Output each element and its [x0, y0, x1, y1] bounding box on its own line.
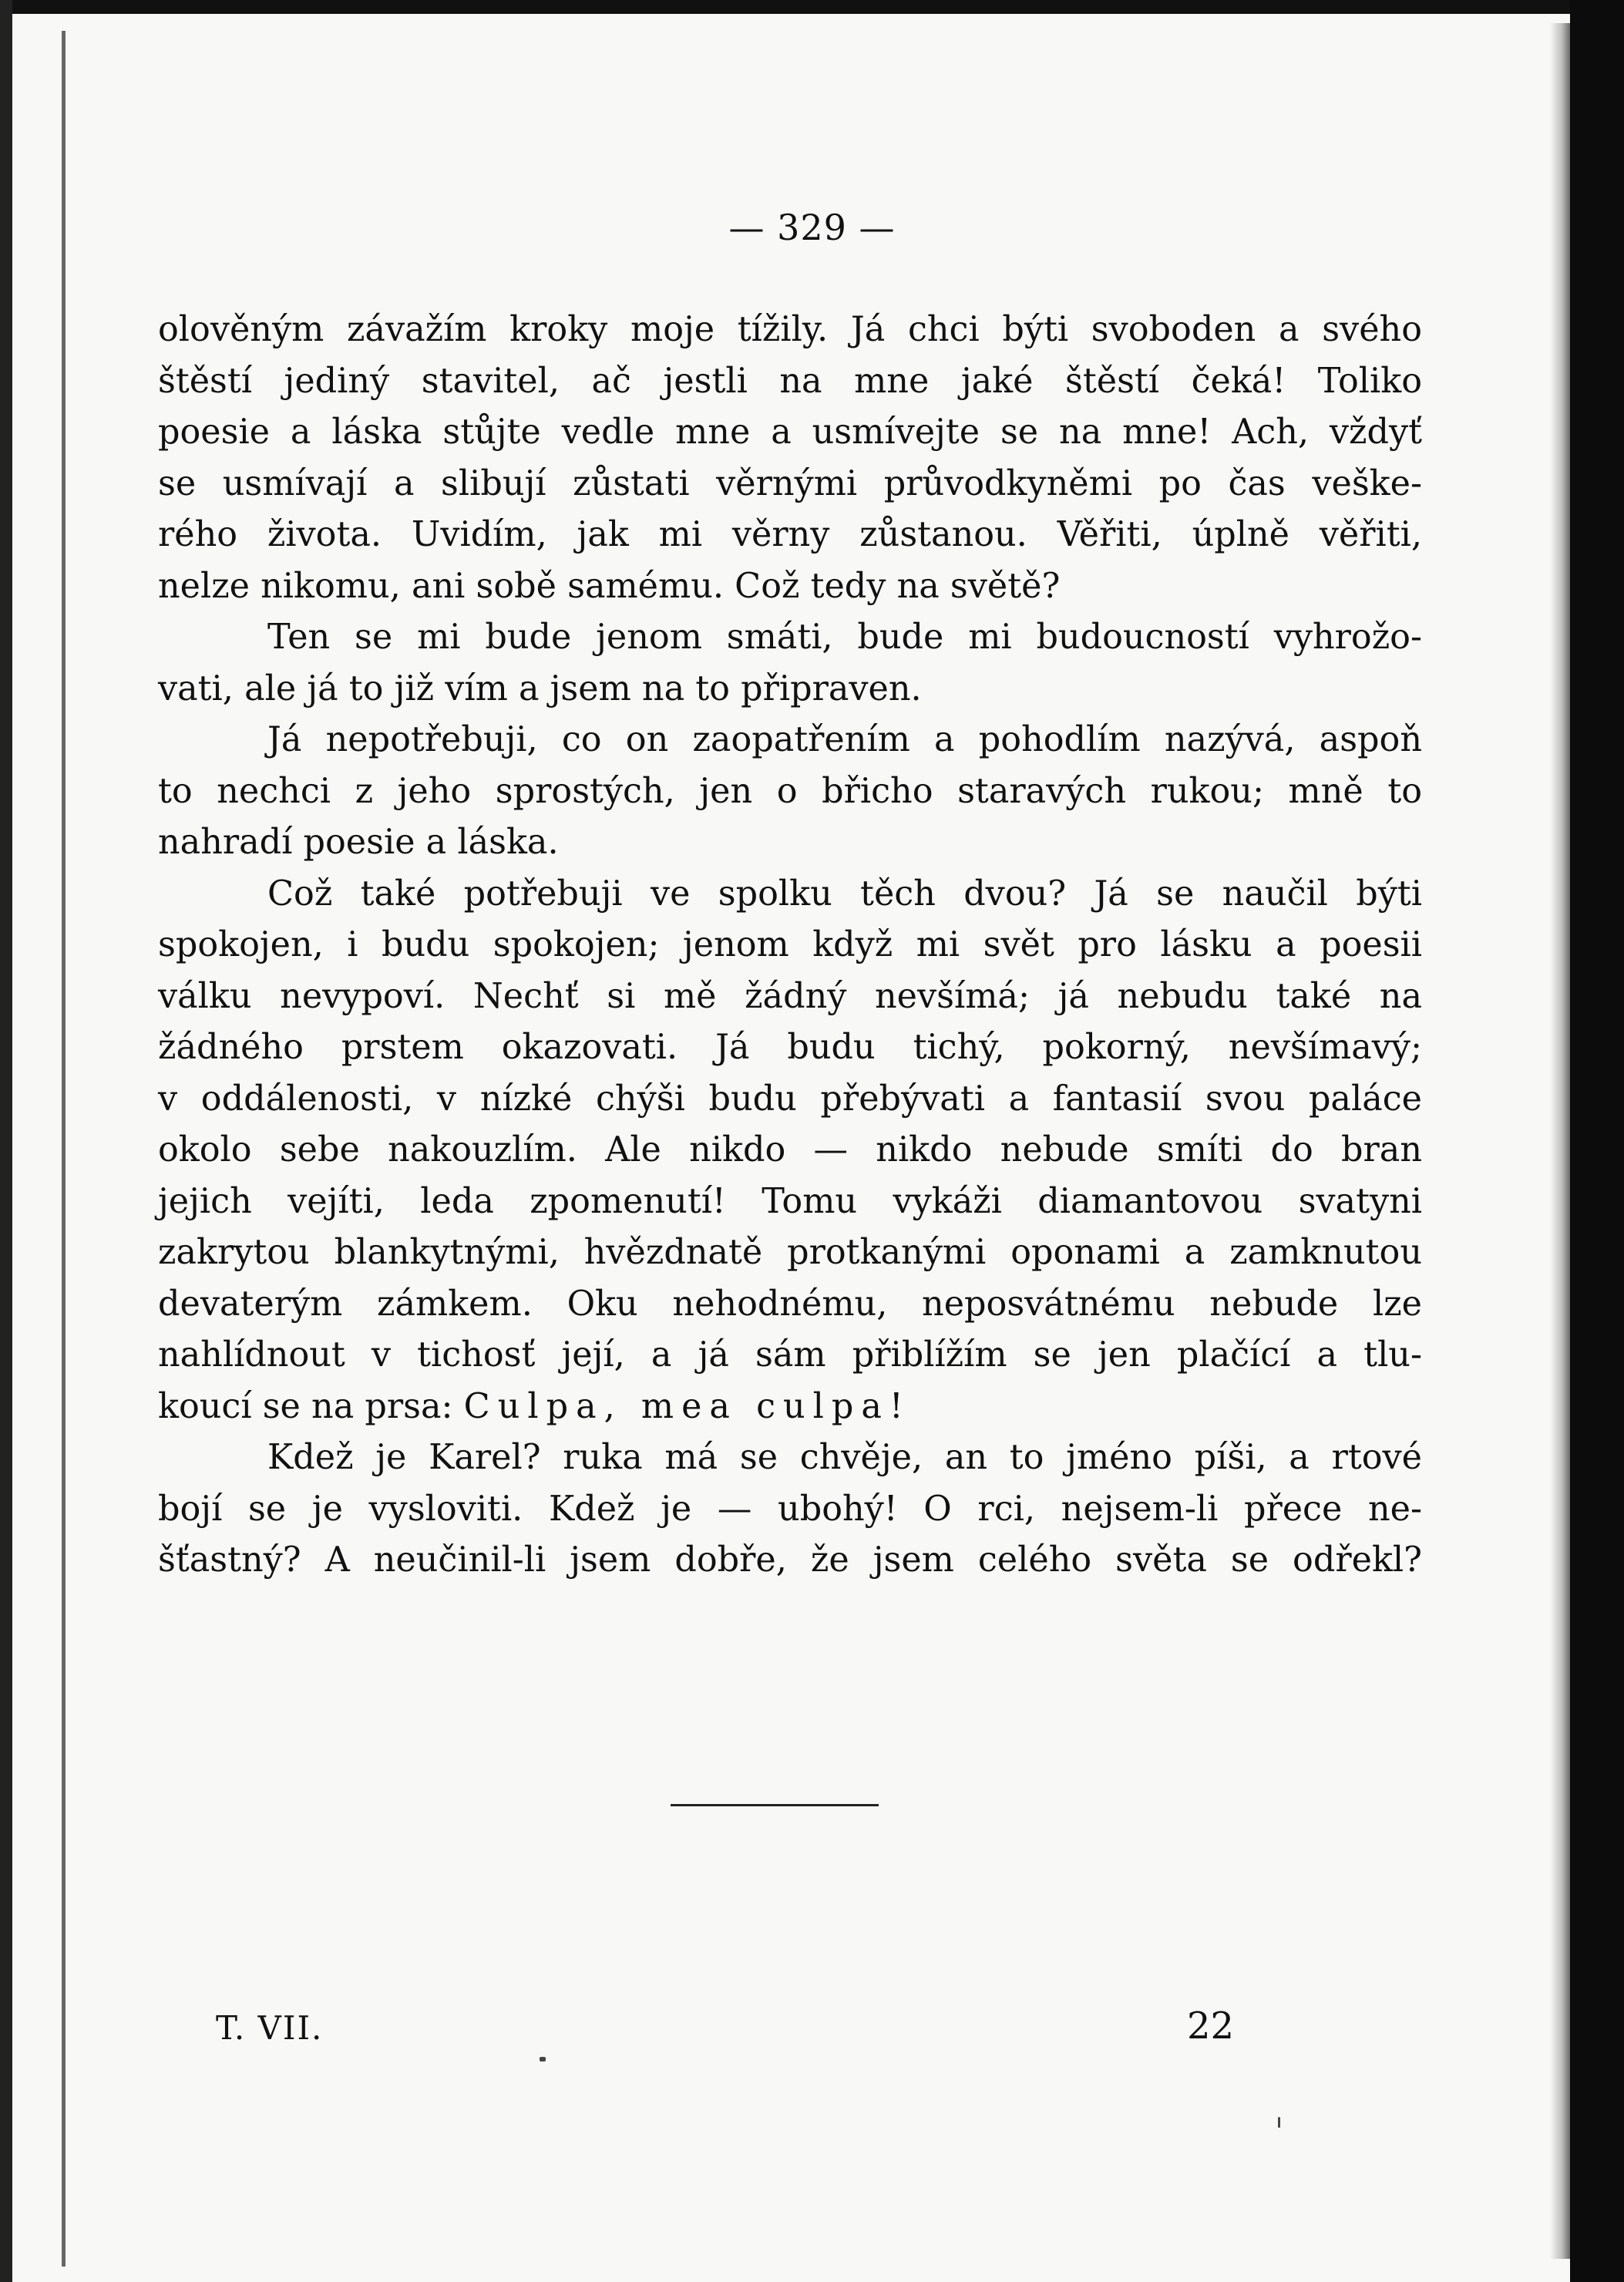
page-edge-shadow [1550, 23, 1570, 2259]
latin-phrase: Culpa, mea culpa! [463, 1386, 911, 1426]
paragraph-3 [158, 715, 1422, 869]
text-line: nelze nikomu, ani sobě samému. Což tedy na světě? [158, 566, 1061, 606]
text-line: žádného prstem okazovati. Já budu tichý, pokorný, nevšímavý; [158, 1028, 1422, 1067]
scan-border-left [0, 0, 12, 2282]
text-line: Ten se mi bude jenom smáti, bude mi budoucností vyhrožo- [267, 618, 1422, 657]
text-line: se usmívají a slibují zůstati věrnými průvodkyněmi po čas veške- [158, 463, 1422, 503]
text-line: šťastný? A neučinil-li jsem dobře, že jsem celého světa se odřekl? [158, 1540, 1422, 1580]
body-text [158, 305, 1422, 1587]
paragraph-5 [158, 1432, 1422, 1587]
text-line: vati, ale já to již vím a jsem na to připraven. [158, 668, 922, 708]
closing-line-prefix: koucí se na prsa: [158, 1386, 464, 1426]
text-line: okolo sebe nakouzlím. Ale nikdo — nikdo nebude smíti do bran [158, 1130, 1422, 1170]
scan-speck [1278, 2117, 1280, 2128]
scan-speck [540, 2057, 546, 2062]
text-line: jejich vejíti, leda zpomenutí! Tomu vykáži diamantovou svatyni [158, 1181, 1422, 1221]
paragraph-2 [158, 612, 1422, 715]
text-line: nahlídnout v tichosť její, a já sám přiblížím se jen plačící a tlu- [158, 1335, 1422, 1375]
text-line: olověným závažím kroky moje tížily. Já chci býti svoboden a svého [158, 310, 1422, 349]
section-divider [671, 1804, 879, 1806]
text-line [158, 1382, 1422, 1433]
text-line: štěstí jediný stavitel, ač jestli na mne jaké štěstí čeká! Toliko [158, 361, 1422, 401]
text-line: spokojen, i budu spokojen; jenom když mi svět pro lásku a poesii [158, 925, 1422, 964]
text-line: Já nepotřebuji, co on zaopatřením a pohodlím nazývá, aspoň [267, 720, 1422, 759]
text-line: bojí se je vysloviti. Kdež je — ubohý! O rci, nejsem-li přece ne- [158, 1489, 1422, 1529]
page-number: — 329 — [728, 207, 896, 248]
page-gutter-line [62, 31, 66, 2267]
scan-border-right [1570, 0, 1624, 2282]
volume-signature: T. VII. [216, 2009, 324, 2047]
text-line: nahradí poesie a láska. [158, 823, 559, 862]
sheet-number: 22 [1187, 2004, 1235, 2048]
text-line: rého života. Uvidím, jak mi věrny zůstanou. Věřiti, úplně věřiti, [158, 515, 1422, 554]
text-line: devaterým zámkem. Oku nehodnému, neposvátnému nebude lze [158, 1284, 1422, 1324]
paragraph-1 [158, 305, 1422, 612]
text-line: zakrytou blankytnými, hvězdnatě protkanými oponami a zamknutou [158, 1233, 1422, 1272]
text-line: to nechci z jeho sprostých, jen o břicho staravých rukou; mně to [158, 771, 1422, 811]
text-line: poesie a láska stůjte vedle mne a usmívejte se na mne! Ach, vždyť [158, 412, 1422, 452]
paragraph-4 [158, 869, 1422, 1433]
scan-border-top [0, 0, 1624, 14]
text-line: v oddálenosti, v nízké chýši budu přebývati a fantasií svou paláce [158, 1079, 1422, 1119]
text-line: válku nevypoví. Nechť si mě žádný nevšímá; já nebudu také na [158, 976, 1422, 1016]
text-line: Kdež je Karel? ruka má se chvěje, an to jméno píši, a rtové [267, 1438, 1422, 1477]
text-line: Což také potřebuji ve spolku těch dvou? Já se naučil býti [267, 873, 1422, 914]
